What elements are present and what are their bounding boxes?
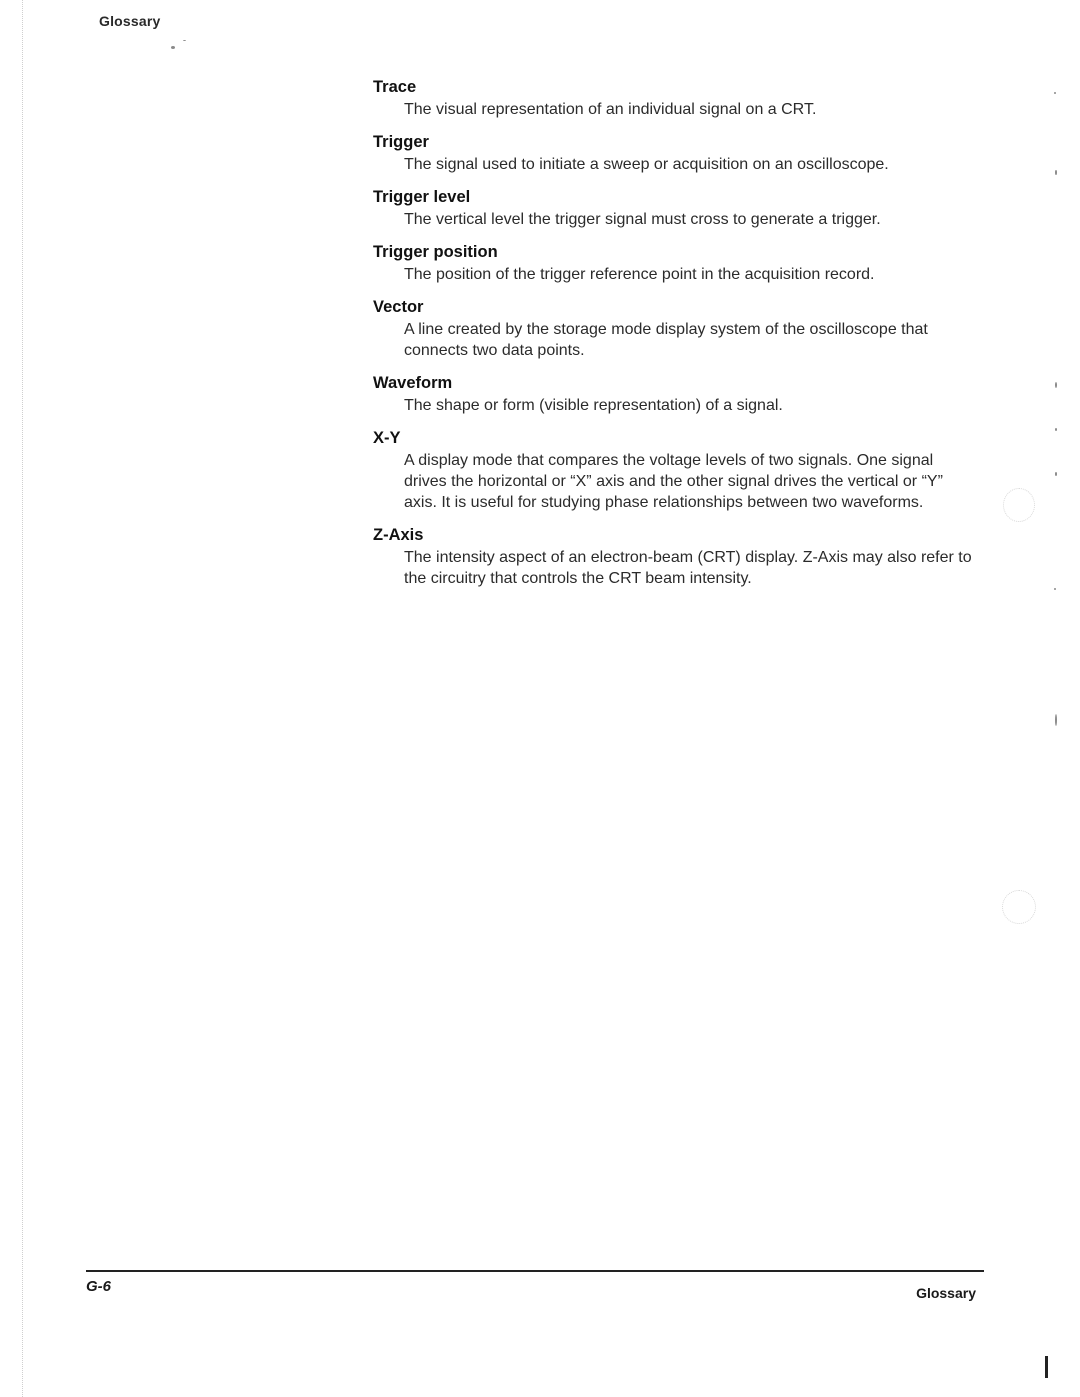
- glossary-term: Trigger: [373, 133, 429, 151]
- glossary-entry: [370, 296, 980, 361]
- scan-speck: [1054, 588, 1056, 590]
- glossary-entries: [370, 76, 980, 600]
- glossary-definition: The visual representation of an individual signal on a CRT.: [404, 101, 817, 118]
- glossary-term: Vector: [373, 298, 424, 316]
- glossary-definition: The intensity aspect of an electron-beam (CRT) display. Z-Axis may also refer to the circuitry that controls the CRT beam intensity.: [404, 549, 972, 587]
- scan-speck: [1054, 92, 1056, 94]
- scan-speck: [1055, 714, 1057, 726]
- glossary-term: Waveform: [373, 374, 453, 392]
- glossary-entry: [370, 372, 980, 416]
- glossary-term: Trace: [373, 78, 417, 96]
- glossary-definition: A display mode that compares the voltage levels of two signals. One signal drives the horizontal or “X” axis and the other signal drives the vertical or “Y” axis. It is useful for studying phase relationships between two waveforms.: [404, 452, 943, 511]
- glossary-entry: [370, 76, 980, 120]
- scan-speck: [1055, 472, 1057, 476]
- glossary-term: X-Y: [373, 429, 401, 447]
- footer-title: Glossary: [916, 1285, 976, 1301]
- glossary-definition: The position of the trigger reference point in the acquisition record.: [404, 266, 875, 283]
- page-number: G-6: [86, 1278, 112, 1295]
- glossary-term: Z-Axis: [373, 526, 424, 544]
- glossary-definition: A line created by the storage mode display system of the oscilloscope that connects two data points.: [404, 321, 928, 359]
- glossary-entry: [370, 131, 980, 175]
- scan-edge-line: [22, 0, 24, 1397]
- glossary-term: Trigger level: [373, 188, 471, 206]
- glossary-definition: The shape or form (visible representation) of a signal.: [404, 397, 783, 414]
- scan-speck: [1055, 170, 1057, 175]
- scan-speck: [171, 46, 175, 49]
- scan-edge-mark: [1045, 1356, 1048, 1378]
- footer-rule: [86, 1270, 984, 1272]
- scan-punch-hole: [1003, 488, 1035, 522]
- glossary-entry: [370, 427, 980, 513]
- glossary-definition: The vertical level the trigger signal must cross to generate a trigger.: [404, 211, 881, 228]
- scan-speck: [1055, 428, 1057, 431]
- glossary-entry: [370, 186, 980, 230]
- glossary-entry: [370, 524, 980, 589]
- scan-punch-hole: [1002, 890, 1036, 924]
- scan-speck: [1055, 382, 1057, 388]
- glossary-definition: The signal used to initiate a sweep or acquisition on an oscilloscope.: [404, 156, 889, 173]
- glossary-term: Trigger position: [373, 243, 498, 261]
- running-head: Glossary: [99, 13, 161, 29]
- glossary-entry: [370, 241, 980, 285]
- scan-speck: [183, 40, 186, 41]
